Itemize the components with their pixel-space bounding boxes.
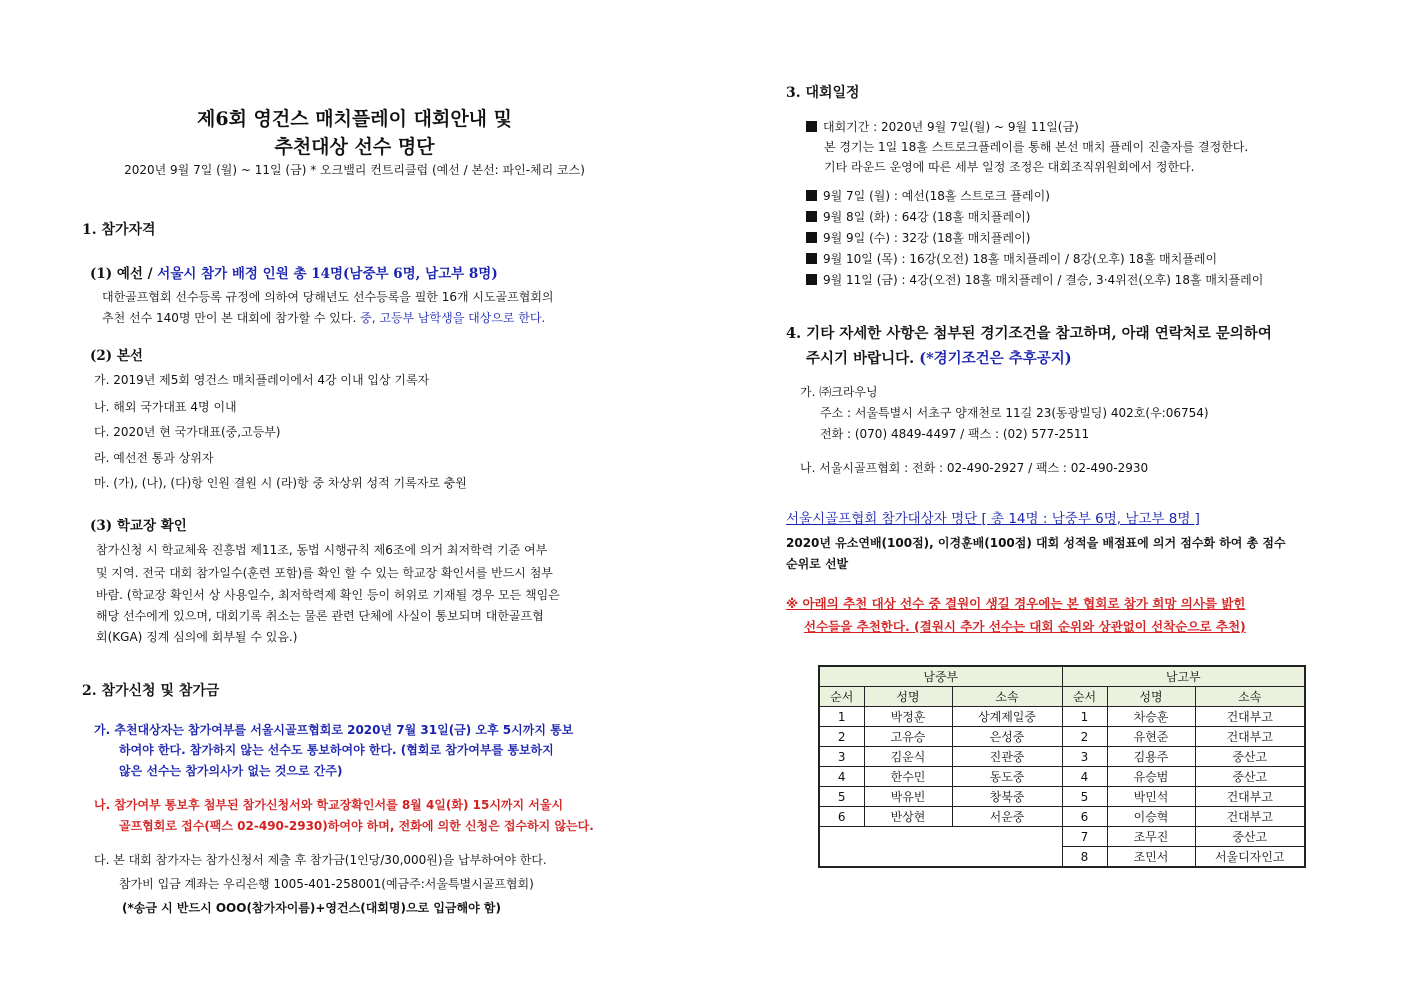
col-header-no: 순서 (1062, 687, 1107, 707)
s3-period-line: 기타 라운드 운영에 따른 세부 일정 조정은 대회조직위원회에서 정한다. (824, 160, 1195, 174)
high-school: 건대부고 (1195, 787, 1305, 807)
mid-no: 4 (819, 767, 864, 787)
s1-p3-line: 참가신청 시 학교체육 진흥법 제11조, 동법 시행규칙 제6조에 의거 최저학력 기준 여부 (96, 543, 548, 557)
roster-table (818, 665, 1306, 868)
mid-name: 한수민 (864, 767, 952, 787)
s4-ga-title: 가. ㈜크라우닝 (800, 385, 878, 399)
high-no: 1 (1062, 707, 1107, 727)
high-no: 6 (1062, 807, 1107, 827)
s1-p2-item: 가. 2019년 제5회 영건스 매치플레이에서 4강 이내 입상 기록자 (94, 373, 430, 387)
s1-p2-item: 마. (가), (나), (다)항 인원 결원 시 (라)항 중 차상위 성적 기록자로 충원 (94, 476, 467, 490)
table-group-header (819, 666, 1305, 687)
high-school: 서울디자인고 (1195, 847, 1305, 868)
roster-note-line: 2020년 유소연배(100점), 이경훈배(100점) 대회 성적을 배점표에 의거 점수화 하여 총 점수 (786, 536, 1286, 550)
mid-no: 2 (819, 727, 864, 747)
col-header-no: 순서 (819, 687, 864, 707)
s3-day (806, 207, 1030, 228)
mid-school: 서운중 (952, 807, 1062, 827)
square-bullet-icon (806, 190, 817, 201)
mid-school: 은성중 (952, 727, 1062, 747)
high-name: 차승훈 (1107, 707, 1195, 727)
mid-name: 박정훈 (864, 707, 952, 727)
s1-p2-item: 다. 2020년 현 국가대표(중,고등부) (94, 425, 281, 439)
s3-period-text: 대회기간 : 2020년 9월 7일(월) ~ 9월 11일(금) (823, 120, 1079, 134)
s2-ga-line: 않은 선수는 참가의사가 없는 것으로 간주) (119, 764, 343, 778)
s1-p1-line2b: 중, 고등부 남학생을 대상으로 한다. (360, 311, 546, 325)
high-no: 4 (1062, 767, 1107, 787)
s3-day-text: 9월 11일 (금) : 4강(오전) 18홀 매치플레이 / 결승, 3·4위전(오후) 18홀 매치플레이 (823, 273, 1264, 287)
mid-no: 1 (819, 707, 864, 727)
s1-p1-line2 (102, 308, 545, 329)
mid-school: 창북중 (952, 787, 1062, 807)
s4-line2a: 주시기 바랍니다. (806, 350, 920, 367)
s1-p3-line: 해당 선수에게 있으며, 대회기록 취소는 물론 관련 단체에 사실이 통보되며 대한골프협 (96, 609, 544, 623)
s3-period-line: 본 경기는 1일 18홀 스트로크플레이를 통해 본선 매치 플레이 진출자를 결정한다. (824, 140, 1249, 154)
mid-school: 상계제일중 (952, 707, 1062, 727)
high-name: 박민석 (1107, 787, 1195, 807)
s4-ga-phone: 전화 : (070) 4849-4497 / 팩스 : (02) 577-2511 (820, 427, 1090, 441)
high-no: 7 (1062, 827, 1107, 847)
s3-day-text: 9월 10일 (목) : 16강(오전) 18홀 매치플레이 / 8강(오후) 18홀 매치플레이 (823, 252, 1218, 266)
roster-heading: 서울시골프협회 참가대상자 명단 [ 총 14명 : 남중부 6명, 남고부 8명 ] (786, 511, 1200, 527)
s2-ga-line: 가. 추천대상자는 참가여부를 서울시골프협회로 2020년 7월 31일(금) 오후 5시까지 통보 (94, 723, 574, 737)
square-bullet-icon (806, 121, 817, 132)
s1-p1-line1: 대한골프협회 선수등록 규정에 의하여 당해년도 선수등록을 필한 16개 시도골프협회의 (102, 290, 554, 304)
square-bullet-icon (806, 274, 817, 285)
page-title: 제6회 영건스 매치플레이 대회안내 및 (197, 108, 512, 130)
high-name: 조민서 (1107, 847, 1195, 868)
s1-p3-line: 바람. (학교장 확인서 상 사용일수, 최저학력제 확인 등이 허위로 기재될 경우 모든 책임은 (96, 588, 560, 602)
mid-name: 고유승 (864, 727, 952, 747)
table-row (819, 747, 1305, 767)
s1-p2-item: 나. 해외 국가대표 4명 이내 (94, 400, 237, 414)
high-no: 2 (1062, 727, 1107, 747)
table-row (819, 787, 1305, 807)
high-no: 3 (1062, 747, 1107, 767)
col-header-school: 소속 (952, 687, 1062, 707)
s4-na: 나. 서울시골프협회 : 전화 : 02-490-2927 / 팩스 : 02-490-2930 (800, 461, 1149, 475)
section1-heading: 1. 참가자격 (82, 222, 156, 238)
s3-day (806, 186, 1050, 207)
page-subtitle: 2020년 9월 7일 (월) ~ 11일 (금) * 오크밸리 컨트리클럽 (예선 / 본선: 파인-체리 코스) (124, 163, 585, 177)
section4-heading-line2 (806, 347, 1072, 368)
s4-line2b: (*경기조건은 추후공지) (919, 350, 1072, 367)
s1-p3-line: 회(KGA) 징계 심의에 회부될 수 있음.) (96, 630, 298, 644)
s1-p3-line: 및 지역. 전국 대회 참가일수(훈련 포함)를 확인 할 수 있는 학교장 확인서를 반드시 첨부 (96, 566, 553, 580)
square-bullet-icon (806, 253, 817, 264)
section3-heading: 3. 대회일정 (786, 85, 860, 101)
s2-na-line: 나. 참가여부 통보후 첨부된 참가신청서와 학교장확인서를 8월 4일(화) 15시까지 서울시 (94, 798, 564, 812)
high-name: 김용주 (1107, 747, 1195, 767)
s4-ga-address: 주소 : 서울특별시 서초구 양재천로 11길 23(동광빌딩) 402호(우:06754) (820, 406, 1209, 420)
s2-na-line: 골프협회로 접수(팩스 02-490-2930)하여야 하며, 전화에 의한 신청은 접수하지 않는다. (119, 819, 594, 833)
empty-cell (819, 827, 1062, 868)
s3-day-text: 9월 8일 (화) : 64강 (18홀 매치플레이) (823, 210, 1031, 224)
mid-school: 동도중 (952, 767, 1062, 787)
s3-day (806, 228, 1030, 249)
s1-p1-line2a: 추천 선수 140명 만이 본 대회에 참가할 수 있다. (102, 311, 361, 325)
mid-no: 6 (819, 807, 864, 827)
table-row (819, 827, 1305, 847)
section4-heading: 4. 기타 자세한 사항은 첨부된 경기조건을 참고하며, 아래 연락처로 문의하여 (786, 325, 1272, 342)
high-name: 이승혁 (1107, 807, 1195, 827)
high-school: 건대부고 (1195, 727, 1305, 747)
s3-day-text: 9월 9일 (수) : 32강 (18홀 매치플레이) (823, 231, 1031, 245)
high-name: 유현준 (1107, 727, 1195, 747)
mid-school: 진관중 (952, 747, 1062, 767)
group-header-mid: 남중부 (819, 666, 1062, 687)
high-school: 중산고 (1195, 767, 1305, 787)
mid-no: 3 (819, 747, 864, 767)
high-school: 건대부고 (1195, 807, 1305, 827)
group-header-high: 남고부 (1062, 666, 1305, 687)
high-school: 건대부고 (1195, 707, 1305, 727)
table-row (819, 807, 1305, 827)
mid-name: 김운식 (864, 747, 952, 767)
s1-p3-title: (3) 학교장 확인 (90, 518, 187, 534)
s1-p2-item: 라. 예선전 통과 상위자 (94, 451, 214, 465)
high-no: 8 (1062, 847, 1107, 868)
s3-period (806, 117, 1079, 138)
mid-name: 반상현 (864, 807, 952, 827)
s3-day-text: 9월 7일 (월) : 예선(18홀 스트로크 플레이) (823, 189, 1050, 203)
high-name: 조무진 (1107, 827, 1195, 847)
high-school: 중산고 (1195, 827, 1305, 847)
s2-ga-line: 하여야 한다. 참가하지 않는 선수도 통보하여야 한다. (협회로 참가여부를 통보하지 (119, 743, 554, 757)
s2-da-line: 다. 본 대회 참가자는 참가신청서 제출 후 참가금(1인당/30,000원)을 납부하여야 한다. (94, 853, 547, 867)
s3-day (806, 270, 1263, 291)
high-no: 5 (1062, 787, 1107, 807)
roster-warning-line: 선수들을 추천한다. (결원시 추가 선수는 대회 순위와 상관없이 선착순으로 추천) (804, 619, 1246, 634)
s2-da-line: 참가비 입금 계좌는 우리은행 1005-401-258001(예금주:서울특별시골프협회) (119, 877, 534, 891)
s3-day (806, 249, 1217, 270)
table-column-header (819, 687, 1305, 707)
col-header-name: 성명 (1107, 687, 1195, 707)
table-row (819, 707, 1305, 727)
col-header-name: 성명 (864, 687, 952, 707)
high-name: 유승범 (1107, 767, 1195, 787)
col-header-school: 소속 (1195, 687, 1305, 707)
section2-heading: 2. 참가신청 및 참가금 (82, 683, 220, 699)
table-row (819, 727, 1305, 747)
s2-da-note: (*송금 시 반드시 OOO(참가자이름)+영건스(대회명)으로 입금해야 함) (122, 901, 501, 915)
square-bullet-icon (806, 232, 817, 243)
mid-no: 5 (819, 787, 864, 807)
mid-name: 박유빈 (864, 787, 952, 807)
table-row (819, 767, 1305, 787)
page-title-line2: 추천대상 선수 명단 (274, 136, 435, 158)
s1-p2-title: (2) 본선 (90, 348, 143, 364)
high-school: 중산고 (1195, 747, 1305, 767)
s1-p1-title (90, 262, 498, 282)
roster-note-line: 순위로 선발 (786, 557, 849, 571)
s1-p1-title-a: (1) 예선 / (90, 266, 158, 282)
roster-warning-line: ※ 아래의 추천 대상 선수 중 결원이 생길 경우에는 본 협회로 참가 희망 의사를 밝힌 (786, 596, 1246, 611)
s1-p1-title-b: 서울시 참가 배정 인원 총 14명(남중부 6명, 남고부 8명) (157, 266, 498, 282)
square-bullet-icon (806, 211, 817, 222)
